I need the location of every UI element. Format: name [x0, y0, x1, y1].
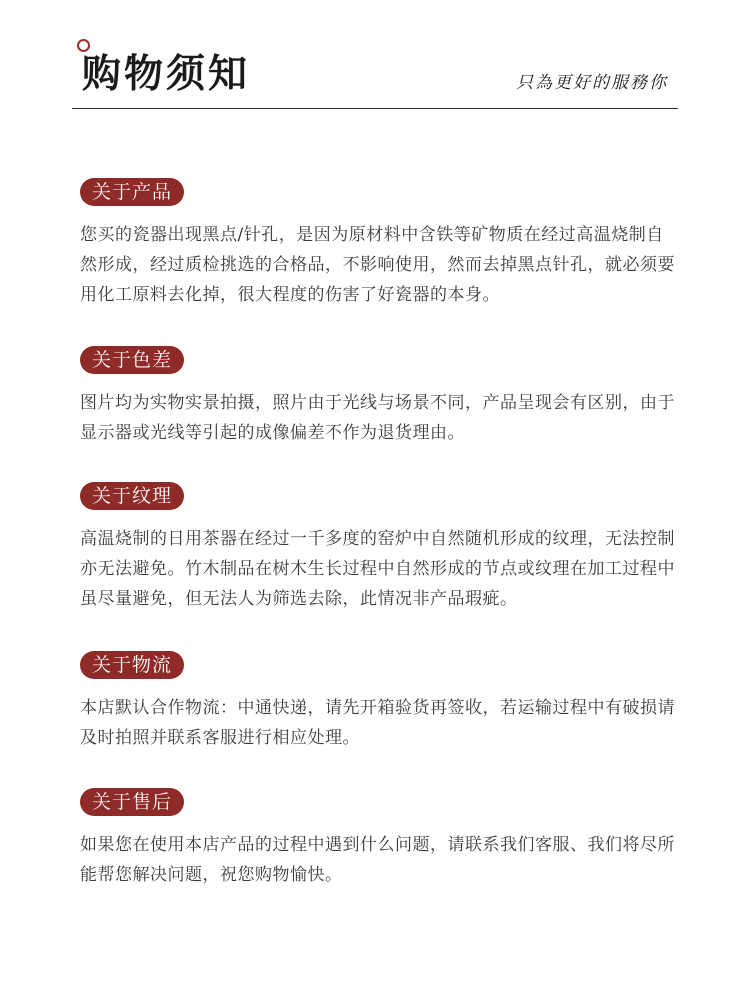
section-title-badge: 关于售后: [80, 788, 184, 816]
section-body-text: 本店默认合作物流：中通快递，请先开箱验货再签收，若运输过程中有破损请及时拍照并联系客服进行相应处理。: [80, 698, 675, 748]
page-title: 购物须知: [82, 51, 251, 97]
section-title-badge: 关于纹理: [80, 482, 184, 510]
section-product: [80, 178, 680, 310]
section-body-text: 如果您在使用本店产品的过程中遇到什么问题，请联系我们客服、我们将尽所能帮您解决问题，祝您购物愉快。: [80, 835, 675, 885]
page-header: [72, 36, 678, 109]
page-slogan: 只為更好的服務你: [516, 73, 668, 93]
section-body-text: 您买的瓷器出现黑点/针孔，是因为原材料中含铁等矿物质在经过高温烧制自然形成，经过质检挑选的合格品，不影响使用，然而去掉黑点针孔，就必须要用化工原料去化掉，很大程度的伤害了好瓷器的本身。: [80, 225, 675, 305]
section-after-sales: [80, 788, 680, 890]
section-logistics: [80, 651, 680, 753]
section-title-badge: 关于色差: [80, 346, 184, 374]
section-color-difference: [80, 346, 680, 448]
section-body-text: 高温烧制的日用茶器在经过一千多度的窑炉中自然随机形成的纹理，无法控制亦无法避免。竹木制品在树木生长过程中自然形成的节点或纹理在加工过程中虽尽量避免，但无法人为筛选去除，此情况非产品瑕疵。: [80, 529, 675, 609]
section-title-badge: 关于物流: [80, 651, 184, 679]
section-body-text: 图片均为实物实景拍摄，照片由于光线与场景不同，产品呈现会有区别，由于显示器或光线等引起的成像偏差不作为退货理由。: [80, 393, 675, 443]
section-title-badge: 关于产品: [80, 178, 184, 206]
section-texture: [80, 482, 680, 614]
